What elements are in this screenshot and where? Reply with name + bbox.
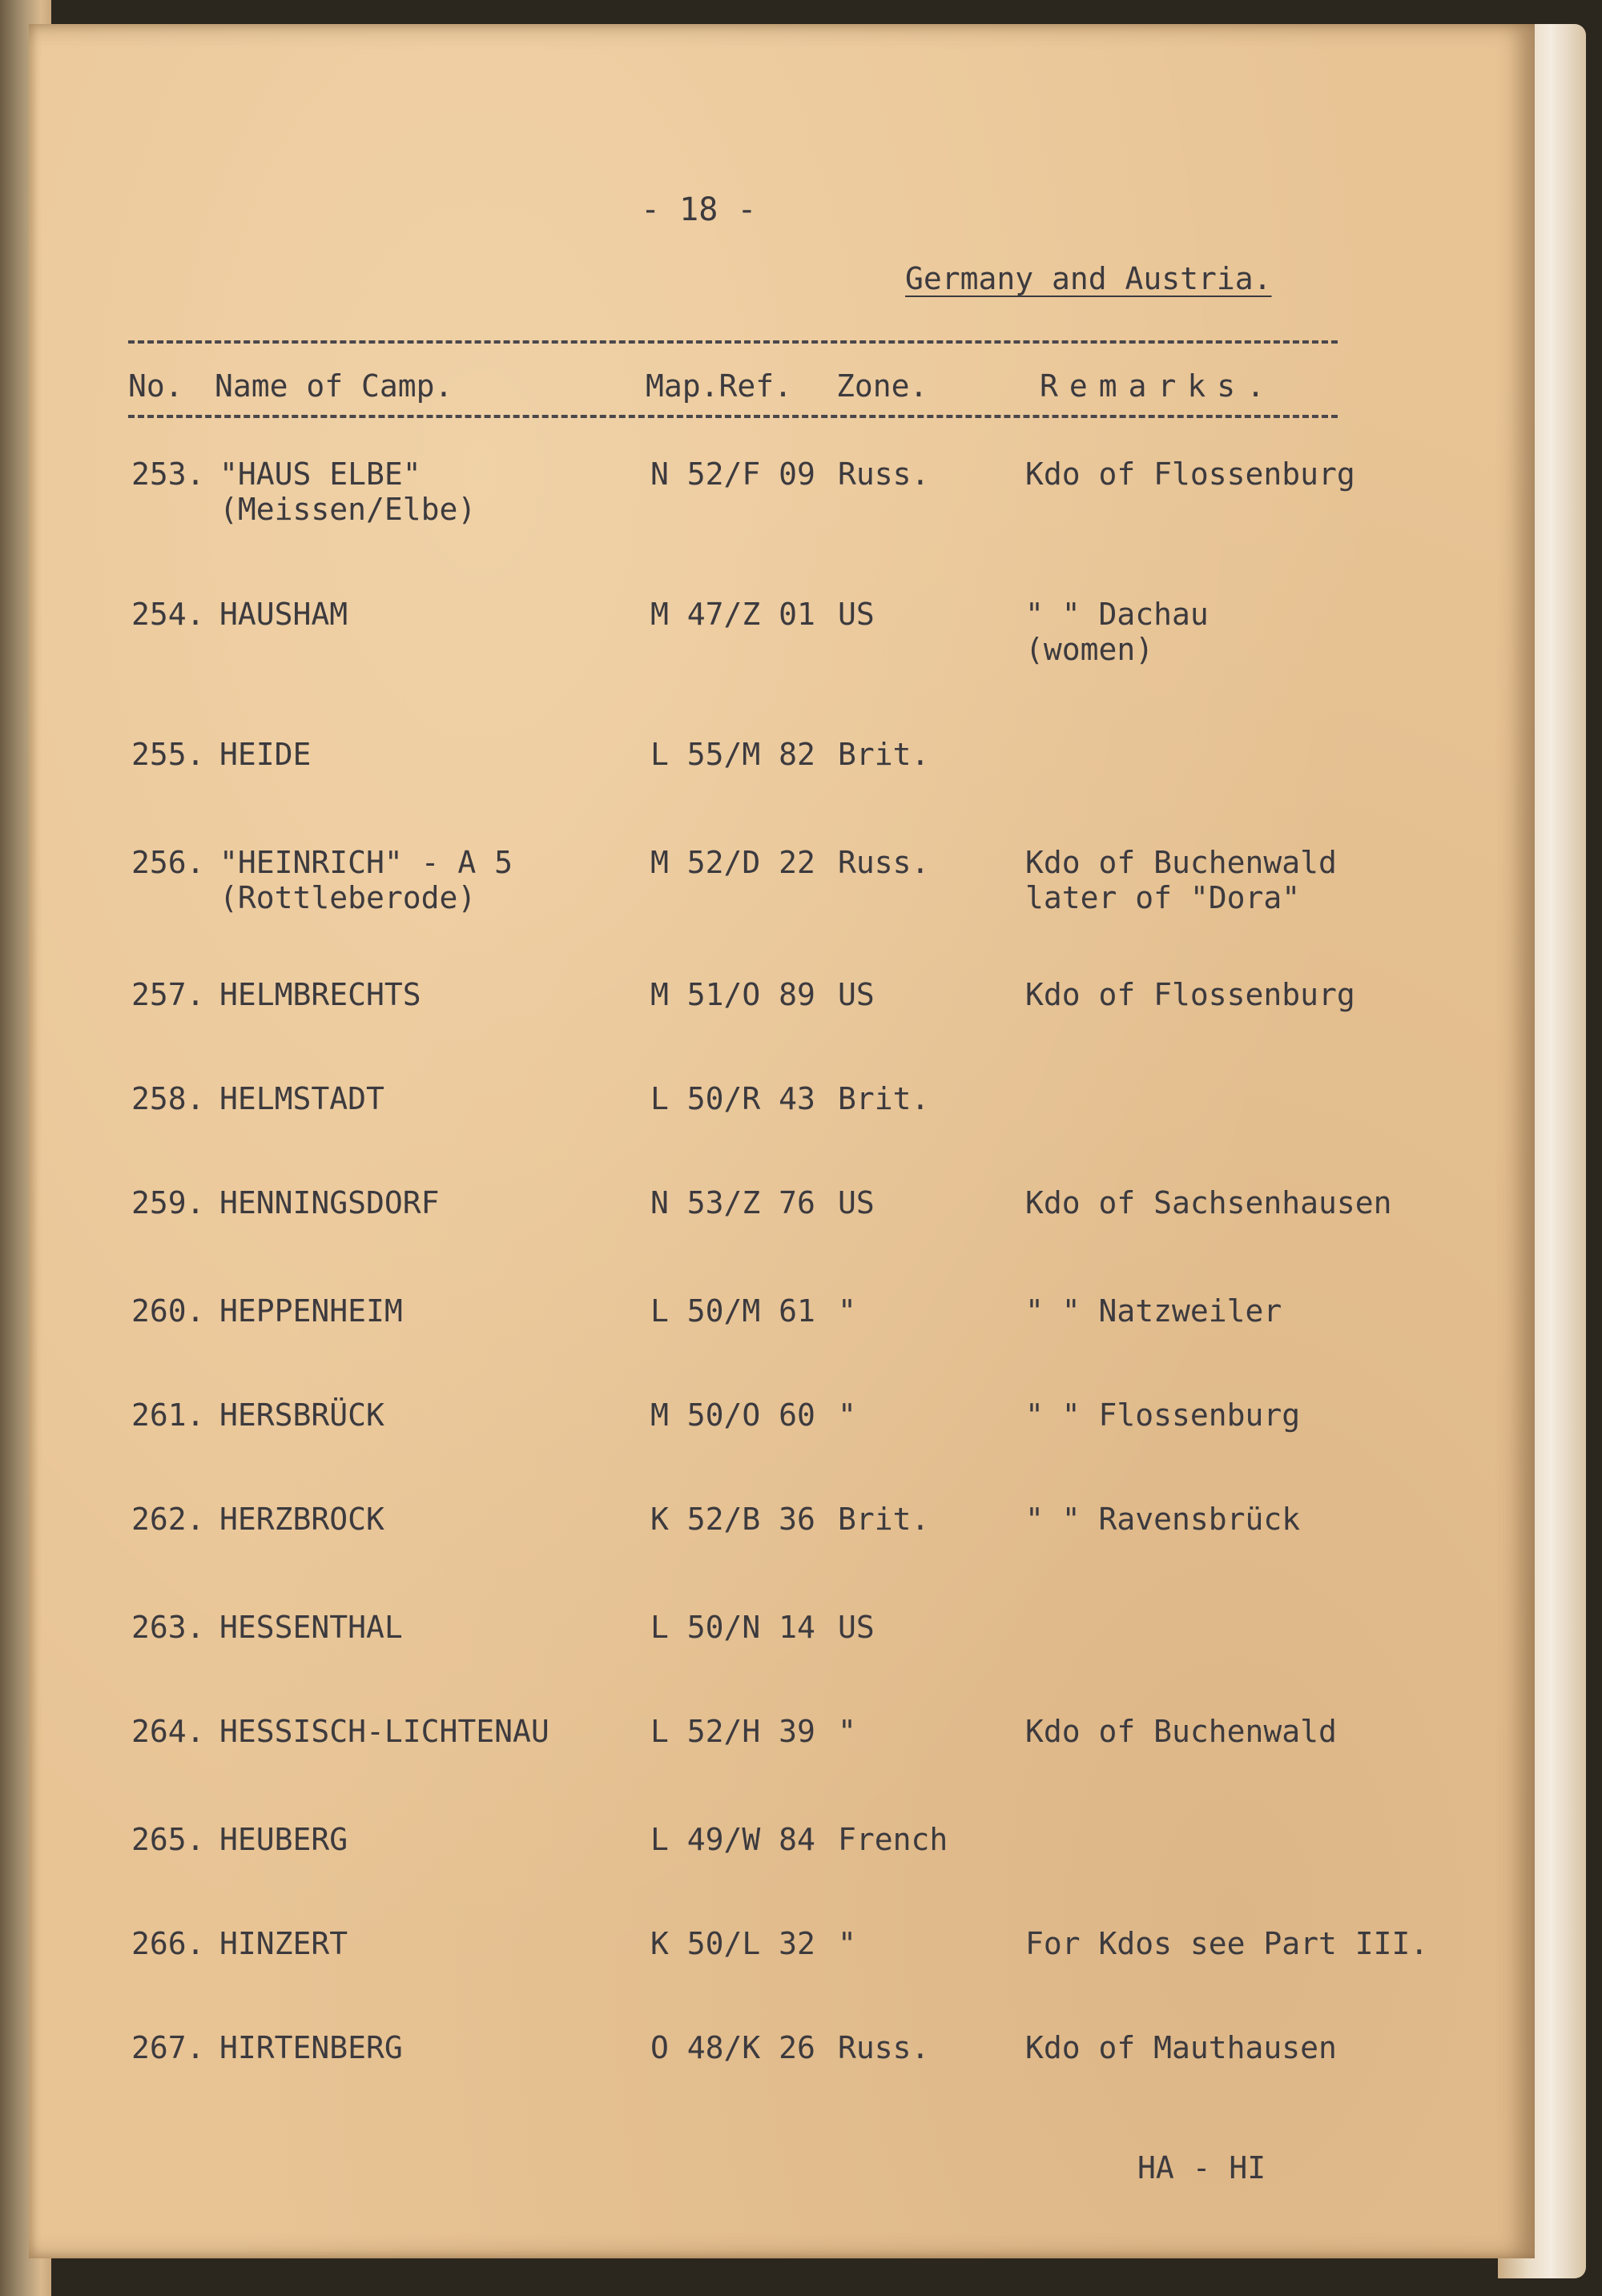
- camp-name: HERSBRÜCK: [219, 1397, 384, 1433]
- column-header-map-ref: Map.Ref.: [646, 368, 793, 404]
- entry-number: 254.: [131, 597, 205, 632]
- entry-number: 265.: [131, 1822, 205, 1857]
- table-row: [29, 1185, 1535, 1257]
- camp-name: HESSENTHAL: [219, 1610, 403, 1645]
- header-rule-bottom: [128, 415, 1338, 418]
- entry-number: 258.: [131, 1081, 205, 1116]
- table-row: [29, 597, 1535, 669]
- camp-name: HEUBERG: [219, 1822, 348, 1857]
- camp-name: "HAUS ELBE": [219, 456, 421, 492]
- zone: Brit.: [838, 1081, 930, 1116]
- table-row: [29, 1081, 1535, 1153]
- remarks-continued: (women): [1025, 632, 1154, 667]
- camp-name: HEIDE: [219, 737, 312, 772]
- column-header-remarks: Remarks.: [1040, 368, 1277, 404]
- zone: US: [838, 977, 875, 1012]
- table-row: [29, 1293, 1535, 1365]
- remarks: Kdo of Mauthausen: [1025, 2030, 1337, 2065]
- page-number: - 18 -: [641, 191, 757, 228]
- camp-name: HERZBROCK: [219, 1502, 384, 1537]
- remarks: Kdo of Flossenburg: [1025, 456, 1355, 492]
- map-reference: K 52/B 36: [650, 1502, 815, 1537]
- column-header-zone: Zone.: [836, 368, 928, 404]
- remarks: Kdo of Sachsenhausen: [1025, 1185, 1392, 1220]
- entry-number: 260.: [131, 1293, 205, 1329]
- zone: Russ.: [838, 845, 930, 880]
- map-reference: M 51/O 89: [650, 977, 815, 1012]
- table-row: [29, 845, 1535, 917]
- remarks: " " Natzweiler: [1025, 1293, 1282, 1329]
- map-reference: L 50/N 14: [650, 1610, 815, 1645]
- zone: Brit.: [838, 737, 930, 772]
- entry-number: 266.: [131, 1926, 205, 1961]
- remarks: " " Flossenburg: [1025, 1397, 1301, 1433]
- map-reference: N 53/Z 76: [650, 1185, 815, 1220]
- zone: US: [838, 1185, 875, 1220]
- remarks: Kdo of Buchenwald: [1025, 845, 1337, 880]
- camp-name: HELMSTADT: [219, 1081, 384, 1116]
- camp-name: HIRTENBERG: [219, 2030, 403, 2065]
- document-page: [29, 24, 1535, 2258]
- remarks: Kdo of Flossenburg: [1025, 977, 1355, 1012]
- entry-number: 256.: [131, 845, 205, 880]
- camp-name: HAUSHAM: [219, 597, 348, 632]
- entry-number: 253.: [131, 456, 205, 492]
- table-row: [29, 1714, 1535, 1786]
- map-reference: M 52/D 22: [650, 845, 815, 880]
- camp-name-detail: (Rottleberode): [219, 880, 477, 915]
- header-rule-top: [128, 340, 1338, 344]
- map-reference: K 50/L 32: [650, 1926, 815, 1961]
- map-reference: O 48/K 26: [650, 2030, 815, 2065]
- remarks: For Kdos see Part III.: [1025, 1926, 1429, 1961]
- camp-name: "HEINRICH" - A 5: [219, 845, 513, 880]
- map-reference: L 50/M 61: [650, 1293, 815, 1329]
- entry-number: 264.: [131, 1714, 205, 1749]
- table-row: [29, 1610, 1535, 1682]
- zone: US: [838, 1610, 875, 1645]
- map-reference: L 55/M 82: [650, 737, 815, 772]
- table-row: [29, 1502, 1535, 1574]
- table-row: [29, 737, 1535, 809]
- table-row: [29, 456, 1535, 529]
- entry-number: 267.: [131, 2030, 205, 2065]
- zone: ": [838, 1293, 856, 1329]
- camp-name: HEPPENHEIM: [219, 1293, 403, 1329]
- map-reference: L 52/H 39: [650, 1714, 815, 1749]
- table-row: [29, 2030, 1535, 2102]
- map-reference: M 50/O 60: [650, 1397, 815, 1433]
- camp-name: HELMBRECHTS: [219, 977, 421, 1012]
- zone: French: [838, 1822, 948, 1857]
- entry-number: 263.: [131, 1610, 205, 1645]
- zone: Russ.: [838, 456, 930, 492]
- camp-name: HINZERT: [219, 1926, 348, 1961]
- entry-number: 257.: [131, 977, 205, 1012]
- column-header-no: No.: [128, 368, 183, 404]
- remarks: Kdo of Buchenwald: [1025, 1714, 1337, 1749]
- remarks-continued: later of "Dora": [1025, 880, 1301, 915]
- zone: Brit.: [838, 1502, 930, 1537]
- table-row: [29, 1822, 1535, 1894]
- zone: ": [838, 1926, 856, 1961]
- table-row: [29, 1397, 1535, 1470]
- footer-code: HA - HI: [1137, 2150, 1266, 2185]
- map-reference: L 49/W 84: [650, 1822, 815, 1857]
- remarks: " " Dachau: [1025, 597, 1209, 632]
- entry-number: 255.: [131, 737, 205, 772]
- entry-number: 259.: [131, 1185, 205, 1220]
- entry-number: 262.: [131, 1502, 205, 1537]
- map-reference: L 50/R 43: [650, 1081, 815, 1116]
- camp-name: HENNINGSDORF: [219, 1185, 440, 1220]
- camp-name-detail: (Meissen/Elbe): [219, 492, 477, 527]
- zone: Russ.: [838, 2030, 930, 2065]
- column-header-name: Name of Camp.: [215, 368, 453, 404]
- section-title: Germany and Austria.: [905, 261, 1272, 296]
- zone: ": [838, 1714, 856, 1749]
- camp-name: HESSISCH-LICHTENAU: [219, 1714, 549, 1749]
- map-reference: N 52/F 09: [650, 456, 815, 492]
- entry-number: 261.: [131, 1397, 205, 1433]
- remarks: " " Ravensbrück: [1025, 1502, 1301, 1537]
- table-row: [29, 1926, 1535, 1998]
- map-reference: M 47/Z 01: [650, 597, 815, 632]
- zone: ": [838, 1397, 856, 1433]
- zone: US: [838, 597, 875, 632]
- table-row: [29, 977, 1535, 1049]
